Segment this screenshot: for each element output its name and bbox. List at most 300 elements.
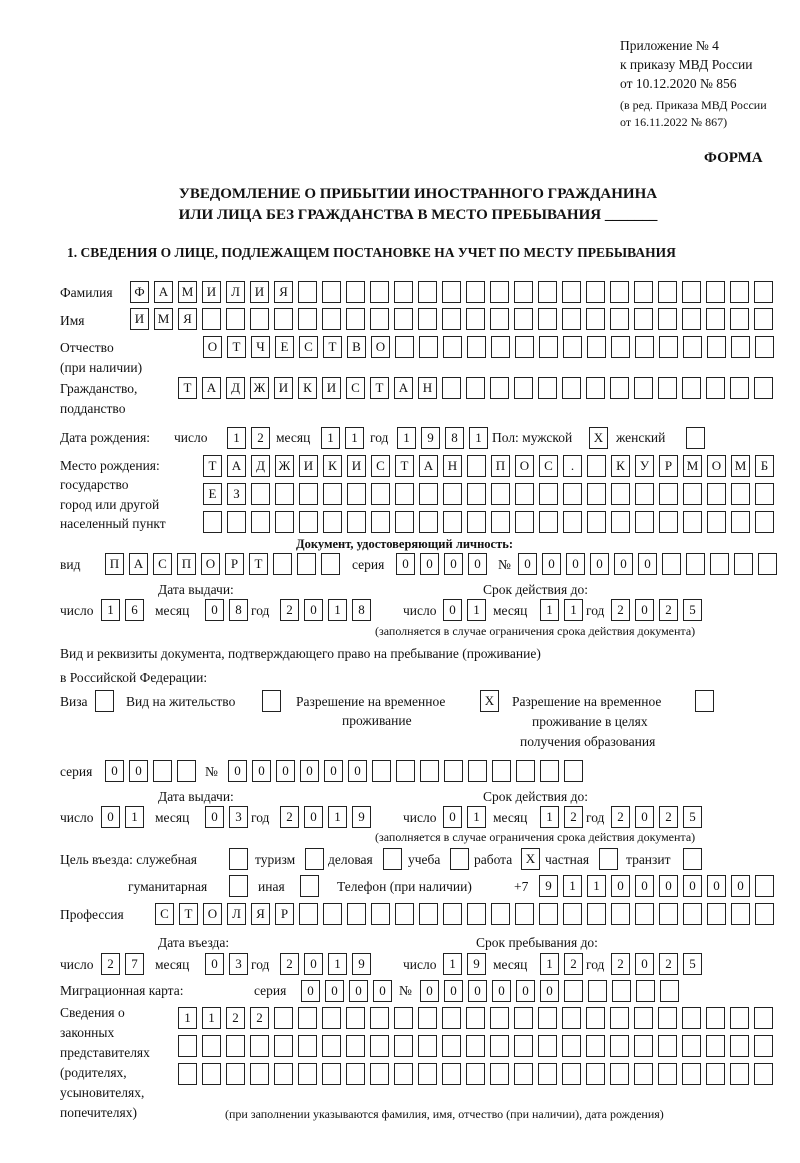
reps2-cell[interactable] — [322, 1035, 341, 1057]
right-number-cell[interactable]: 0 — [324, 760, 343, 782]
entry-year-cell[interactable]: 2 — [280, 953, 299, 975]
name-cell[interactable] — [658, 308, 677, 330]
birthplace3-cell[interactable] — [563, 511, 582, 533]
name-cell[interactable] — [298, 308, 317, 330]
right-valid-year-cell[interactable]: 5 — [683, 806, 702, 828]
reps3-cell[interactable] — [634, 1063, 653, 1085]
surname-cell[interactable] — [658, 281, 677, 303]
reps1-cell[interactable] — [730, 1007, 749, 1029]
name-cell[interactable] — [610, 308, 629, 330]
citizenship-cell[interactable]: Т — [370, 377, 389, 399]
phone-cell[interactable] — [755, 875, 774, 897]
reps2-cell[interactable] — [298, 1035, 317, 1057]
surname-cell[interactable] — [490, 281, 509, 303]
mc-number-cell[interactable]: 0 — [540, 980, 559, 1002]
surname-cell[interactable]: И — [250, 281, 269, 303]
patronymic-cell[interactable] — [563, 336, 582, 358]
sex-female-cell[interactable] — [686, 427, 705, 449]
reps3-cell[interactable] — [442, 1063, 461, 1085]
right-valid-month-cell[interactable]: 2 — [564, 806, 583, 828]
profession-cell[interactable] — [419, 903, 438, 925]
reps2-cell[interactable] — [394, 1035, 413, 1057]
birthplace2-cell[interactable] — [323, 483, 342, 505]
birthplace1-cell[interactable]: П — [491, 455, 510, 477]
surname-cell[interactable]: М — [178, 281, 197, 303]
p-transit-cell[interactable] — [683, 848, 702, 870]
birthplace1-cell[interactable]: Н — [443, 455, 462, 477]
reps3-cell[interactable] — [226, 1063, 245, 1085]
reps3-cell[interactable] — [538, 1063, 557, 1085]
reps3-cell[interactable] — [250, 1063, 269, 1085]
right-number-cell[interactable] — [492, 760, 511, 782]
birthplace2-cell[interactable] — [371, 483, 390, 505]
id-kind-cell[interactable]: П — [105, 553, 124, 575]
birthplace1-cell[interactable]: Р — [659, 455, 678, 477]
birthplace3-cell[interactable] — [539, 511, 558, 533]
reps1-cell[interactable] — [370, 1007, 389, 1029]
phone-cell[interactable]: 0 — [683, 875, 702, 897]
p-humanitarian-cell[interactable] — [229, 875, 248, 897]
stay-day-cell[interactable]: 9 — [467, 953, 486, 975]
surname-cell[interactable] — [370, 281, 389, 303]
p-private-cell[interactable] — [599, 848, 618, 870]
birthplace2-cell[interactable] — [659, 483, 678, 505]
birthplace2-cell[interactable] — [563, 483, 582, 505]
reps3-cell[interactable] — [682, 1063, 701, 1085]
reps2-cell[interactable] — [466, 1035, 485, 1057]
right-number-cell[interactable] — [420, 760, 439, 782]
profession-cell[interactable] — [635, 903, 654, 925]
birthplace2-cell[interactable] — [707, 483, 726, 505]
reps1-cell[interactable] — [658, 1007, 677, 1029]
birthplace3-cell[interactable] — [323, 511, 342, 533]
entry-year-cell[interactable]: 0 — [304, 953, 323, 975]
stay-month-cell[interactable]: 1 — [540, 953, 559, 975]
name-cell[interactable]: Я — [178, 308, 197, 330]
reps2-cell[interactable] — [178, 1035, 197, 1057]
birthplace2-cell[interactable] — [443, 483, 462, 505]
reps1-cell[interactable] — [298, 1007, 317, 1029]
citizenship-cell[interactable] — [658, 377, 677, 399]
mc-series-cell[interactable]: 0 — [301, 980, 320, 1002]
reps1-cell[interactable] — [322, 1007, 341, 1029]
id-issue-year-cell[interactable]: 8 — [352, 599, 371, 621]
reps3-cell[interactable] — [754, 1063, 773, 1085]
patronymic-cell[interactable] — [395, 336, 414, 358]
reps1-cell[interactable] — [538, 1007, 557, 1029]
birthplace3-cell[interactable] — [395, 511, 414, 533]
id-kind-cell[interactable] — [273, 553, 292, 575]
surname-cell[interactable] — [754, 281, 773, 303]
right-issue-year-cell[interactable]: 9 — [352, 806, 371, 828]
citizenship-cell[interactable]: И — [322, 377, 341, 399]
dob-year-cell[interactable]: 1 — [469, 427, 488, 449]
surname-cell[interactable] — [418, 281, 437, 303]
id-number-cell[interactable]: 0 — [542, 553, 561, 575]
dob-month-cell[interactable]: 1 — [321, 427, 340, 449]
birthplace1-cell[interactable] — [467, 455, 486, 477]
birthplace3-cell[interactable] — [731, 511, 750, 533]
right-number-cell[interactable] — [468, 760, 487, 782]
reps2-cell[interactable] — [634, 1035, 653, 1057]
citizenship-cell[interactable] — [610, 377, 629, 399]
surname-cell[interactable] — [394, 281, 413, 303]
surname-cell[interactable] — [514, 281, 533, 303]
phone-cell[interactable]: 0 — [635, 875, 654, 897]
p-service-cell[interactable] — [229, 848, 248, 870]
right-number-cell[interactable]: 0 — [252, 760, 271, 782]
reps3-cell[interactable] — [514, 1063, 533, 1085]
p-business-cell[interactable] — [383, 848, 402, 870]
birthplace3-cell[interactable] — [275, 511, 294, 533]
name-cell[interactable] — [706, 308, 725, 330]
profession-cell[interactable] — [299, 903, 318, 925]
reps3-cell[interactable] — [274, 1063, 293, 1085]
profession-cell[interactable] — [347, 903, 366, 925]
surname-cell[interactable]: Л — [226, 281, 245, 303]
citizenship-cell[interactable]: А — [394, 377, 413, 399]
id-issue-year-cell[interactable]: 0 — [304, 599, 323, 621]
profession-cell[interactable] — [611, 903, 630, 925]
patronymic-cell[interactable]: Ч — [251, 336, 270, 358]
reps2-cell[interactable] — [442, 1035, 461, 1057]
birthplace2-cell[interactable] — [755, 483, 774, 505]
birthplace2-cell[interactable] — [539, 483, 558, 505]
birthplace1-cell[interactable]: М — [683, 455, 702, 477]
reps3-cell[interactable] — [706, 1063, 725, 1085]
name-cell[interactable] — [322, 308, 341, 330]
birthplace3-cell[interactable] — [443, 511, 462, 533]
surname-cell[interactable] — [562, 281, 581, 303]
phone-cell[interactable]: 0 — [611, 875, 630, 897]
profession-cell[interactable] — [515, 903, 534, 925]
birthplace2-cell[interactable] — [299, 483, 318, 505]
entry-month-cell[interactable]: 3 — [229, 953, 248, 975]
id-valid-day-cell[interactable]: 0 — [443, 599, 462, 621]
patronymic-cell[interactable] — [659, 336, 678, 358]
birthplace1-cell[interactable] — [587, 455, 606, 477]
right-issue-day-cell[interactable]: 1 — [125, 806, 144, 828]
citizenship-cell[interactable]: К — [298, 377, 317, 399]
name-cell[interactable] — [274, 308, 293, 330]
reps2-cell[interactable] — [226, 1035, 245, 1057]
mc-series-cell[interactable]: 0 — [373, 980, 392, 1002]
reps1-cell[interactable] — [418, 1007, 437, 1029]
right-valid-year-cell[interactable]: 0 — [635, 806, 654, 828]
patronymic-cell[interactable]: О — [371, 336, 390, 358]
surname-cell[interactable] — [610, 281, 629, 303]
reps1-cell[interactable] — [706, 1007, 725, 1029]
phone-cell[interactable]: 9 — [539, 875, 558, 897]
right-number-cell[interactable]: 0 — [276, 760, 295, 782]
id-issue-year-cell[interactable]: 2 — [280, 599, 299, 621]
id-number-cell[interactable]: 0 — [638, 553, 657, 575]
patronymic-cell[interactable] — [491, 336, 510, 358]
id-issue-day-cell[interactable]: 1 — [101, 599, 120, 621]
birthplace2-cell[interactable] — [683, 483, 702, 505]
reps1-cell[interactable] — [466, 1007, 485, 1029]
reps1-cell[interactable] — [682, 1007, 701, 1029]
birthplace1-cell[interactable]: И — [347, 455, 366, 477]
p-work-cell[interactable]: X — [521, 848, 540, 870]
right-series-cell[interactable] — [153, 760, 172, 782]
mc-number-cell[interactable] — [612, 980, 631, 1002]
reps1-cell[interactable]: 2 — [226, 1007, 245, 1029]
right-issue-year-cell[interactable]: 1 — [328, 806, 347, 828]
profession-cell[interactable] — [539, 903, 558, 925]
birthplace1-cell[interactable]: С — [539, 455, 558, 477]
patronymic-cell[interactable] — [731, 336, 750, 358]
birthplace1-cell[interactable]: Ж — [275, 455, 294, 477]
birthplace3-cell[interactable] — [515, 511, 534, 533]
birthplace3-cell[interactable] — [299, 511, 318, 533]
reps3-cell[interactable] — [298, 1063, 317, 1085]
surname-cell[interactable] — [706, 281, 725, 303]
surname-cell[interactable] — [538, 281, 557, 303]
phone-cell[interactable]: 0 — [707, 875, 726, 897]
profession-cell[interactable] — [491, 903, 510, 925]
profession-cell[interactable]: О — [203, 903, 222, 925]
dob-year-cell[interactable]: 1 — [397, 427, 416, 449]
reps2-cell[interactable] — [490, 1035, 509, 1057]
patronymic-cell[interactable] — [635, 336, 654, 358]
reps2-cell[interactable] — [418, 1035, 437, 1057]
entry-day-cell[interactable]: 2 — [101, 953, 120, 975]
phone-cell[interactable]: 0 — [659, 875, 678, 897]
citizenship-cell[interactable] — [466, 377, 485, 399]
profession-cell[interactable]: Я — [251, 903, 270, 925]
birthplace3-cell[interactable] — [491, 511, 510, 533]
id-number-cell[interactable] — [662, 553, 681, 575]
reps3-cell[interactable] — [178, 1063, 197, 1085]
reps2-cell[interactable] — [658, 1035, 677, 1057]
reps3-cell[interactable] — [370, 1063, 389, 1085]
reps2-cell[interactable] — [370, 1035, 389, 1057]
birthplace2-cell[interactable] — [395, 483, 414, 505]
name-cell[interactable] — [682, 308, 701, 330]
surname-cell[interactable]: Я — [274, 281, 293, 303]
id-kind-cell[interactable]: П — [177, 553, 196, 575]
profession-cell[interactable]: Л — [227, 903, 246, 925]
id-valid-year-cell[interactable]: 2 — [659, 599, 678, 621]
reps1-cell[interactable] — [274, 1007, 293, 1029]
reps3-cell[interactable] — [562, 1063, 581, 1085]
name-cell[interactable] — [586, 308, 605, 330]
name-cell[interactable] — [250, 308, 269, 330]
name-cell[interactable] — [394, 308, 413, 330]
citizenship-cell[interactable] — [490, 377, 509, 399]
phone-cell[interactable]: 1 — [587, 875, 606, 897]
mc-number-cell[interactable] — [660, 980, 679, 1002]
citizenship-cell[interactable] — [586, 377, 605, 399]
birthplace1-cell[interactable]: И — [299, 455, 318, 477]
reps1-cell[interactable] — [586, 1007, 605, 1029]
profession-cell[interactable] — [755, 903, 774, 925]
reps2-cell[interactable] — [682, 1035, 701, 1057]
id-issue-month-cell[interactable]: 8 — [229, 599, 248, 621]
p-study-cell[interactable] — [450, 848, 469, 870]
birthplace3-cell[interactable] — [227, 511, 246, 533]
citizenship-cell[interactable] — [682, 377, 701, 399]
id-series-cell[interactable]: 0 — [396, 553, 415, 575]
right-valid-month-cell[interactable]: 1 — [540, 806, 559, 828]
profession-cell[interactable]: Р — [275, 903, 294, 925]
right-number-cell[interactable]: 0 — [348, 760, 367, 782]
surname-cell[interactable]: И — [202, 281, 221, 303]
surname-cell[interactable] — [442, 281, 461, 303]
birthplace2-cell[interactable] — [611, 483, 630, 505]
surname-cell[interactable] — [682, 281, 701, 303]
surname-cell[interactable]: А — [154, 281, 173, 303]
birthplace3-cell[interactable] — [755, 511, 774, 533]
birthplace1-cell[interactable]: О — [707, 455, 726, 477]
citizenship-cell[interactable]: Т — [178, 377, 197, 399]
profession-cell[interactable] — [395, 903, 414, 925]
birthplace1-cell[interactable]: Т — [395, 455, 414, 477]
visa-cell[interactable] — [95, 690, 114, 712]
stay-year-cell[interactable]: 2 — [611, 953, 630, 975]
name-cell[interactable] — [514, 308, 533, 330]
mc-number-cell[interactable] — [636, 980, 655, 1002]
right-issue-year-cell[interactable]: 0 — [304, 806, 323, 828]
name-cell[interactable] — [442, 308, 461, 330]
id-valid-year-cell[interactable]: 2 — [611, 599, 630, 621]
stay-year-cell[interactable]: 0 — [635, 953, 654, 975]
stay-year-cell[interactable]: 2 — [659, 953, 678, 975]
citizenship-cell[interactable]: Ж — [250, 377, 269, 399]
id-kind-cell[interactable]: О — [201, 553, 220, 575]
profession-cell[interactable] — [443, 903, 462, 925]
reps1-cell[interactable] — [394, 1007, 413, 1029]
reps1-cell[interactable] — [490, 1007, 509, 1029]
id-kind-cell[interactable] — [297, 553, 316, 575]
surname-cell[interactable] — [586, 281, 605, 303]
right-number-cell[interactable] — [372, 760, 391, 782]
id-valid-year-cell[interactable]: 5 — [683, 599, 702, 621]
citizenship-cell[interactable] — [514, 377, 533, 399]
reps1-cell[interactable] — [634, 1007, 653, 1029]
reps1-cell[interactable]: 1 — [202, 1007, 221, 1029]
stay-day-cell[interactable]: 1 — [443, 953, 462, 975]
birthplace1-cell[interactable]: К — [323, 455, 342, 477]
profession-cell[interactable] — [563, 903, 582, 925]
entry-year-cell[interactable]: 1 — [328, 953, 347, 975]
name-cell[interactable] — [370, 308, 389, 330]
surname-cell[interactable] — [466, 281, 485, 303]
birthplace2-cell[interactable] — [251, 483, 270, 505]
dob-day-cell[interactable]: 1 — [227, 427, 246, 449]
id-kind-cell[interactable]: Р — [225, 553, 244, 575]
surname-cell[interactable] — [730, 281, 749, 303]
profession-cell[interactable] — [323, 903, 342, 925]
birthplace1-cell[interactable]: Д — [251, 455, 270, 477]
id-number-cell[interactable] — [710, 553, 729, 575]
dob-year-cell[interactable]: 8 — [445, 427, 464, 449]
reps2-cell[interactable] — [562, 1035, 581, 1057]
patronymic-cell[interactable] — [611, 336, 630, 358]
mc-number-cell[interactable]: 0 — [420, 980, 439, 1002]
id-valid-month-cell[interactable]: 1 — [540, 599, 559, 621]
birthplace1-cell[interactable]: С — [371, 455, 390, 477]
birthplace2-cell[interactable]: Е — [203, 483, 222, 505]
reps2-cell[interactable] — [610, 1035, 629, 1057]
mc-number-cell[interactable]: 0 — [492, 980, 511, 1002]
dob-month-cell[interactable]: 1 — [345, 427, 364, 449]
patronymic-cell[interactable] — [755, 336, 774, 358]
patronymic-cell[interactable] — [683, 336, 702, 358]
reps3-cell[interactable] — [586, 1063, 605, 1085]
birthplace1-cell[interactable]: М — [731, 455, 750, 477]
name-cell[interactable] — [634, 308, 653, 330]
birthplace2-cell[interactable] — [515, 483, 534, 505]
right-valid-day-cell[interactable]: 1 — [467, 806, 486, 828]
id-issue-year-cell[interactable]: 1 — [328, 599, 347, 621]
reps3-cell[interactable] — [346, 1063, 365, 1085]
stay-month-cell[interactable]: 2 — [564, 953, 583, 975]
birthplace3-cell[interactable] — [707, 511, 726, 533]
reps1-cell[interactable] — [610, 1007, 629, 1029]
reps3-cell[interactable] — [394, 1063, 413, 1085]
entry-day-cell[interactable]: 7 — [125, 953, 144, 975]
birthplace3-cell[interactable] — [587, 511, 606, 533]
id-number-cell[interactable] — [734, 553, 753, 575]
citizenship-cell[interactable]: Д — [226, 377, 245, 399]
entry-month-cell[interactable]: 0 — [205, 953, 224, 975]
mc-number-cell[interactable] — [588, 980, 607, 1002]
profession-cell[interactable] — [683, 903, 702, 925]
name-cell[interactable]: М — [154, 308, 173, 330]
birthplace1-cell[interactable]: О — [515, 455, 534, 477]
reps2-cell[interactable] — [250, 1035, 269, 1057]
reps3-cell[interactable] — [730, 1063, 749, 1085]
id-kind-cell[interactable]: Т — [249, 553, 268, 575]
birthplace1-cell[interactable]: А — [227, 455, 246, 477]
right-issue-year-cell[interactable]: 2 — [280, 806, 299, 828]
id-series-cell[interactable]: 0 — [468, 553, 487, 575]
birthplace3-cell[interactable] — [371, 511, 390, 533]
reps2-cell[interactable] — [346, 1035, 365, 1057]
right-series-cell[interactable] — [177, 760, 196, 782]
profession-cell[interactable]: Т — [179, 903, 198, 925]
birthplace1-cell[interactable]: Б — [755, 455, 774, 477]
dob-year-cell[interactable]: 9 — [421, 427, 440, 449]
id-issue-day-cell[interactable]: 6 — [125, 599, 144, 621]
name-cell[interactable] — [346, 308, 365, 330]
right-valid-day-cell[interactable]: 0 — [443, 806, 462, 828]
mc-number-cell[interactable]: 0 — [444, 980, 463, 1002]
birthplace1-cell[interactable]: У — [635, 455, 654, 477]
name-cell[interactable] — [466, 308, 485, 330]
reps1-cell[interactable] — [562, 1007, 581, 1029]
citizenship-cell[interactable] — [706, 377, 725, 399]
surname-cell[interactable] — [634, 281, 653, 303]
patronymic-cell[interactable] — [419, 336, 438, 358]
temp-edu-cell[interactable] — [695, 690, 714, 712]
birthplace2-cell[interactable] — [587, 483, 606, 505]
surname-cell[interactable]: Ф — [130, 281, 149, 303]
reps3-cell[interactable] — [610, 1063, 629, 1085]
right-valid-year-cell[interactable]: 2 — [611, 806, 630, 828]
id-number-cell[interactable]: 0 — [590, 553, 609, 575]
name-cell[interactable]: И — [130, 308, 149, 330]
name-cell[interactable] — [730, 308, 749, 330]
surname-cell[interactable] — [322, 281, 341, 303]
name-cell[interactable] — [226, 308, 245, 330]
right-number-cell[interactable] — [564, 760, 583, 782]
citizenship-cell[interactable] — [538, 377, 557, 399]
id-kind-cell[interactable] — [321, 553, 340, 575]
mc-number-cell[interactable]: 0 — [468, 980, 487, 1002]
